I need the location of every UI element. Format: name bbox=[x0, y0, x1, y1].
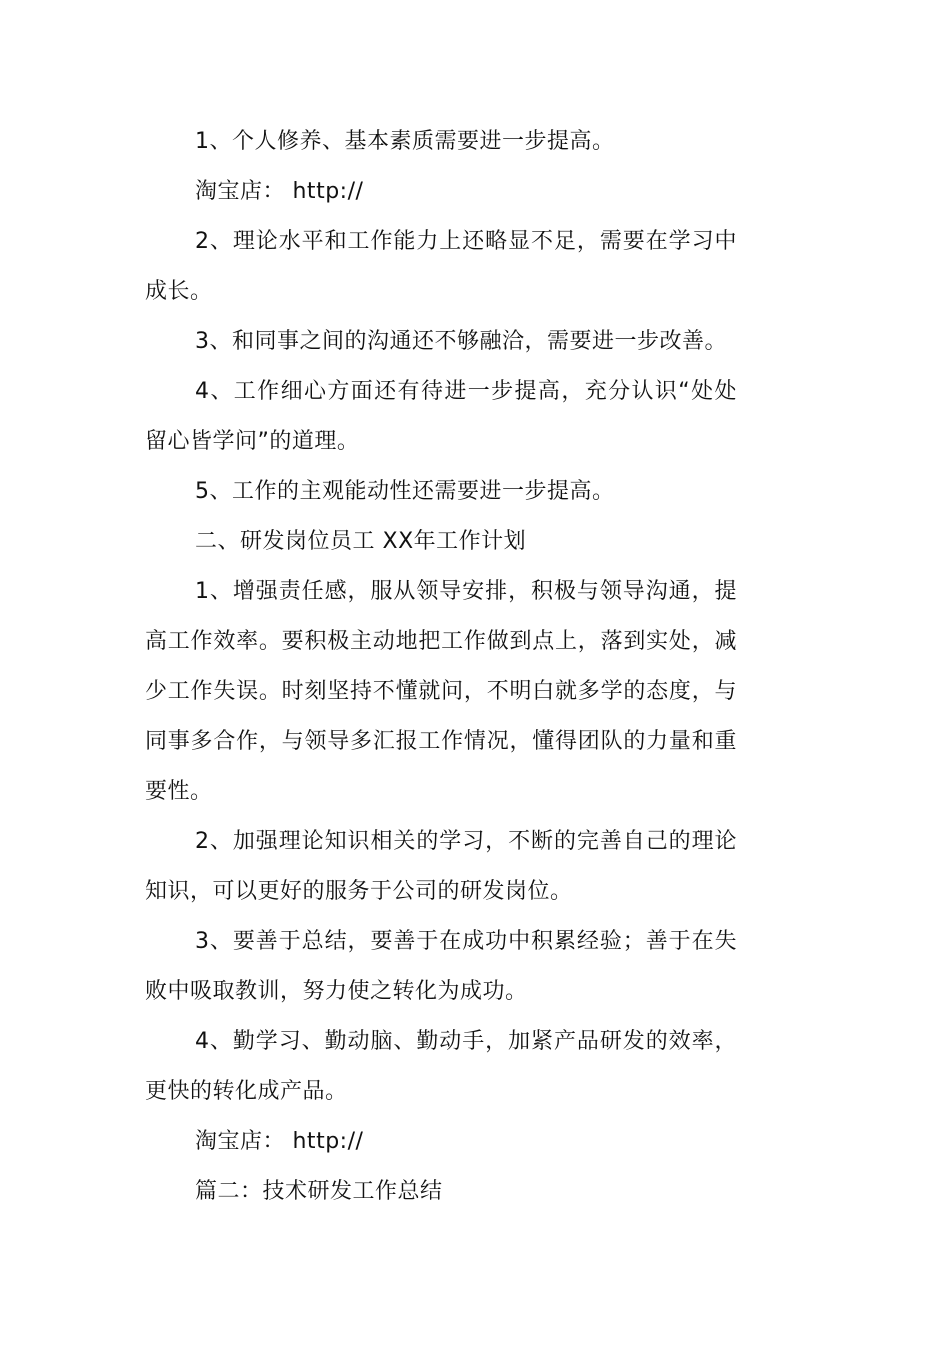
section-heading: 二、研发岗位员工 XX年工作计划 bbox=[195, 529, 527, 554]
plan-item-4: 4、勤学习、勤动脑、勤动手，加紧产品研发的效率，更快的转化成产品。 bbox=[145, 1029, 737, 1104]
list-item-1: 1、个人修养、基本素质需要进一步提高。 bbox=[195, 129, 615, 154]
list-item-2: 2、理论水平和工作能力上还略显不足，需要在学习中成长。 bbox=[145, 229, 737, 304]
document-body bbox=[145, 117, 737, 1217]
plan-item-1: 1、增强责任感，服从领导安排，积极与领导沟通，提高工作效率。要积极主动地把工作做到点上，落到实处，减少工作失误。时刻坚持不懂就问，不明白就多学的态度，与同事多合作，与领导多汇报工作情况，懂得团队的力量和重要性。 bbox=[145, 579, 737, 804]
list-item-5: 5、工作的主观能动性还需要进一步提高。 bbox=[195, 479, 615, 504]
plan-item-3: 3、要善于总结，要善于在成功中积累经验；善于在失败中吸取教训，努力使之转化为成功。 bbox=[145, 929, 737, 1004]
plan-item-2: 2、加强理论知识相关的学习，不断的完善自己的理论知识，可以更好的服务于公司的研发岗位。 bbox=[145, 829, 737, 904]
list-item-4: 4、工作细心方面还有待进一步提高，充分认识“处处留心皆学问”的道理。 bbox=[145, 379, 737, 454]
shop-link-line: 淘宝店： http:// bbox=[195, 179, 364, 204]
chapter-heading: 篇二：技术研发工作总结 bbox=[195, 1179, 443, 1204]
shop-link-line-2: 淘宝店： http:// bbox=[195, 1129, 364, 1154]
list-item-3: 3、和同事之间的沟通还不够融洽，需要进一步改善。 bbox=[195, 329, 727, 354]
